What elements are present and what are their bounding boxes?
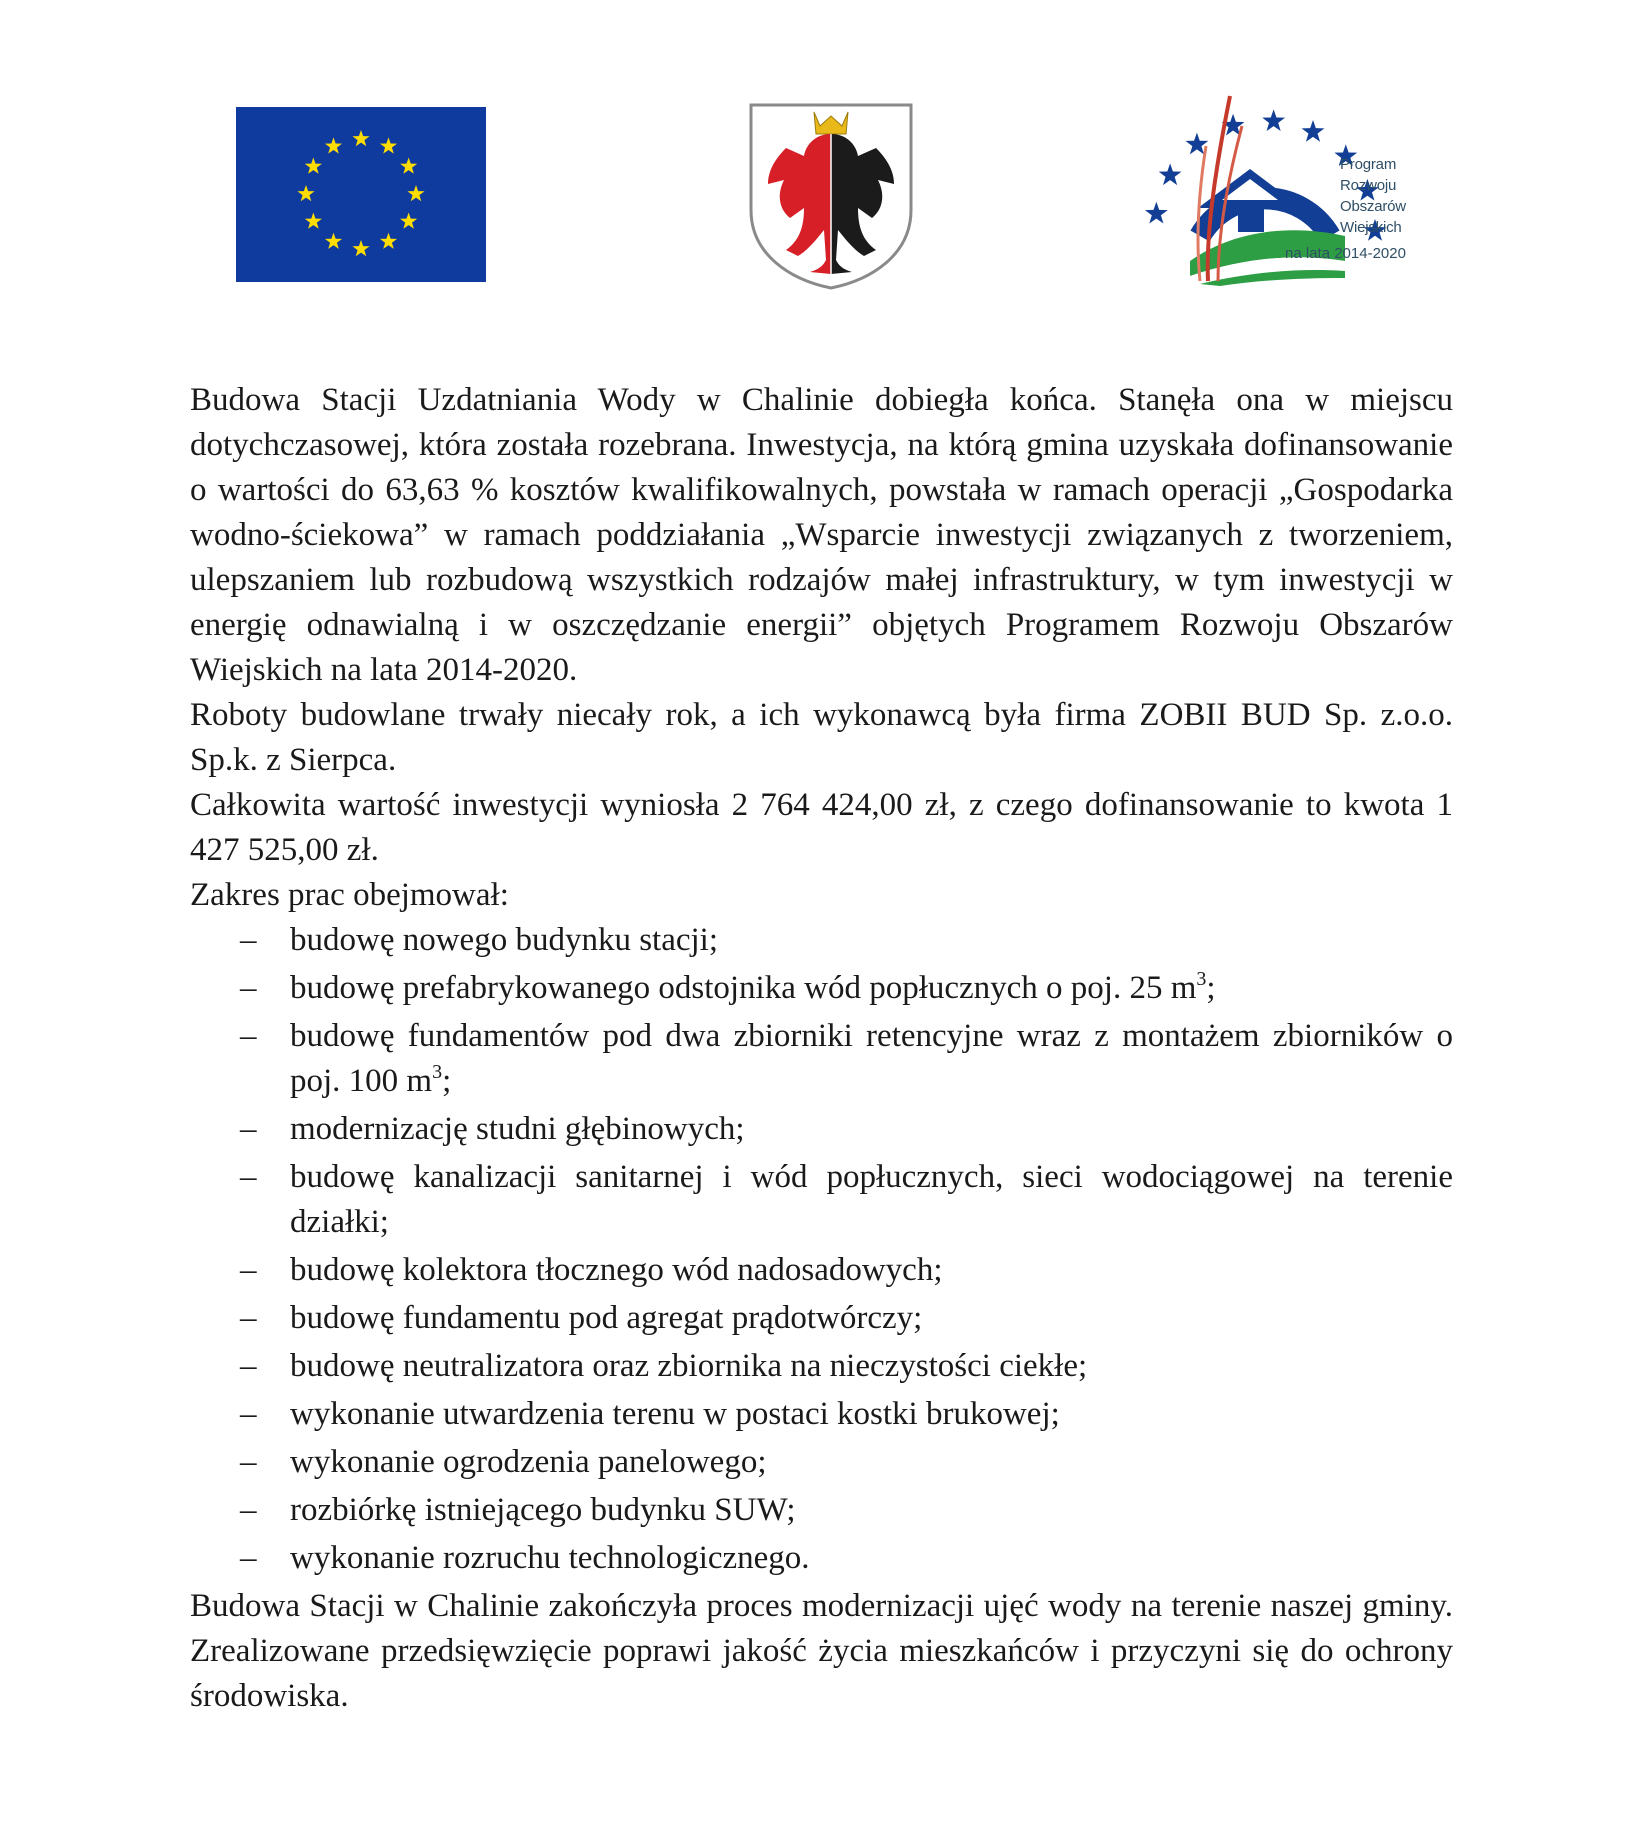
list-item-text: wykonanie rozruchu technologicznego. <box>290 1540 810 1576</box>
list-item-text: budowę fundamentów pod dwa zbiorniki retencyjne wraz z montażem zbiorników o poj. 100 m <box>290 1018 1453 1099</box>
prow-line-2: Rozwoju <box>1340 177 1397 194</box>
list-item <box>190 1536 1453 1581</box>
document-body <box>190 378 1453 1719</box>
dash-bullet: – <box>240 922 257 958</box>
eu-flag-icon <box>236 107 486 282</box>
list-item-text: wykonanie ogrodzenia panelowego; <box>290 1444 767 1480</box>
list-item-text: rozbiórkę istniejącego budynku SUW; <box>290 1492 796 1528</box>
prow-star-icon <box>1262 109 1285 131</box>
value-paragraph: Całkowita wartość inwestycji wyniosła 2 764 424,00 zł, z czego dofinansowanie to kwota 1 427 525,00 zł. <box>190 787 1453 868</box>
list-item-text: budowę neutralizatora oraz zbiornika na nieczystości ciekłe; <box>290 1348 1088 1384</box>
superscript: 3 <box>432 1061 443 1083</box>
coat-of-arms-icon <box>746 100 916 290</box>
list-item <box>190 1296 1453 1341</box>
prow-line-3: Obszarów <box>1340 198 1406 215</box>
list-item-text: modernizację studni głębinowych; <box>290 1111 745 1147</box>
dash-bullet: – <box>240 1300 257 1336</box>
dash-bullet: – <box>240 1111 257 1147</box>
contractor-paragraph: Roboty budowlane trwały niecały rok, a ich wykonawcą była firma ZOBII BUD Sp. z.o.o. Sp.k. z Sierpca. <box>190 697 1453 778</box>
prow-logo-years: na lata 2014-2020 <box>1285 245 1406 262</box>
dash-bullet: – <box>240 1252 257 1288</box>
dash-bullet: – <box>240 1348 257 1384</box>
list-item <box>190 918 1453 963</box>
closing-paragraph: Budowa Stacji w Chalinie zakończyła proces modernizacji ujęć wody na terenie naszej gminy. Zrealizowane przedsięwzięcie poprawi jakość życia mieszkańców i przyczyni się do ochrony środowiska. <box>190 1588 1453 1714</box>
list-item <box>190 966 1453 1011</box>
prow-star-icon <box>1159 163 1182 185</box>
list-item-text: budowę prefabrykowanego odstojnika wód popłucznych o poj. 25 m <box>290 970 1197 1006</box>
dash-bullet: – <box>240 1444 257 1480</box>
dash-bullet: – <box>240 1396 257 1432</box>
dash-bullet: – <box>240 970 257 1006</box>
prow-line-4: Wiejskich <box>1340 219 1402 236</box>
prow-star-icon <box>1302 120 1325 142</box>
list-item <box>190 1344 1453 1389</box>
dash-bullet: – <box>240 1159 257 1195</box>
list-item <box>190 1248 1453 1293</box>
intro-paragraph: Budowa Stacji Uzdatniania Wody w Chalinie dobiegła końca. Stanęła ona w miejscu dotychczasowej, która została rozebrana. Inwestycja, na którą gmina uzyskała dofinansowanie o wartości do 63,63 % kosztów kwalifikowalnych, powstała w ramach operacji „Gospodarka wodno-ściekowa” w ramach poddziałania „Wsparcie inwestycji związanych z tworzeniem, ulepszaniem lub rozbudową wszystkich rodzajów małej infrastruktury, w tym inwestycji w energię odnawialną i w oszczędzanie energii” objętych Programem Rozwoju Obszarów Wiejskich na lata 2014-2020. <box>190 382 1453 688</box>
list-item <box>190 1014 1453 1104</box>
list-item <box>190 1392 1453 1437</box>
list-item-text: budowę fundamentu pod agregat prądotwórczy; <box>290 1300 923 1336</box>
prow-star-icon <box>1145 202 1168 224</box>
list-item-text: budowę nowego budynku stacji; <box>290 922 719 958</box>
dash-bullet: – <box>240 1540 257 1576</box>
prow-logo-text <box>1340 154 1406 238</box>
item-end: ; <box>442 1063 452 1099</box>
superscript: 3 <box>1196 968 1207 990</box>
list-item <box>190 1440 1453 1485</box>
list-item-text: wykonanie utwardzenia terenu w postaci kostki brukowej; <box>290 1396 1060 1432</box>
prow-line-1: Program <box>1340 156 1397 173</box>
list-item-text: budowę kolektora tłocznego wód nadosadowych; <box>290 1252 943 1288</box>
dash-bullet: – <box>240 1492 257 1528</box>
list-item <box>190 1155 1453 1245</box>
scope-list <box>190 918 1453 1581</box>
list-item-text: budowę kanalizacji sanitarnej i wód popłucznych, sieci wodociągowej na terenie działki; <box>290 1159 1453 1240</box>
item-end: ; <box>1206 970 1216 1006</box>
scope-heading: Zakres prac obejmował: <box>190 877 509 913</box>
list-item <box>190 1107 1453 1152</box>
list-item <box>190 1488 1453 1533</box>
dash-bullet: – <box>240 1018 257 1054</box>
logo-header <box>0 0 1645 320</box>
